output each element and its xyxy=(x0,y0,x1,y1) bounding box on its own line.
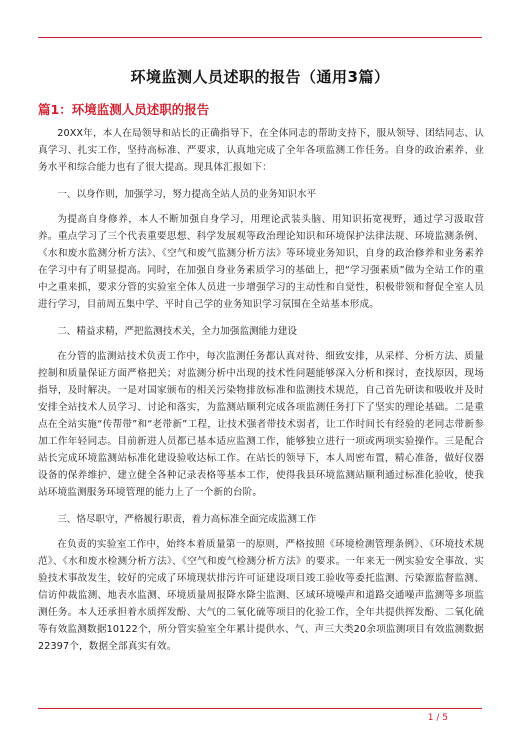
subsection-heading-3: 三、恪尽职守，严格履行职责，着力高标准全面完成监测工作 xyxy=(57,514,317,525)
header-rule xyxy=(38,37,482,38)
subsection-paragraph-2: 在分管的监测站技术负责工作中，每次监测任务都认真对待、细致安排，从采样、分析方法、质量控制和质量保证方面严格把关；对监测分析中出现的技术性问题能够深入分析和探讨，查找原因，现场指导，及时解决。一是对国家颁布的相关污染物排放标准和监测技术规范，自己首先研读和吸收并及时安排全站技术人员学习、讨论和落实，为监测站顺利完成各项监测任务打下了坚实的理论基础。二是重点在全站实施“传帮带”和“老带新”工程，让技术强者带技术弱者，让工作时间长有经验的老同志带新参加工作年轻同志。目前新进人员都已基本适应监测工作，能够独立进行一项或两项实验操作。三是配合站长完成环境监测站标准化建设验收达标工作。在站长的领导下，本人周密布置，精心准备，做好仪器设备的保养维护、建立健全各种记录表格等基本工作，使得我县环境监测站顺利通过标准化验收，使我站环境监测服务环境管理的能力上了一个新的台阶。 xyxy=(38,351,484,498)
document-title: 环境监测人员述职的报告（通用3篇） xyxy=(130,68,390,86)
subsection-heading-2: 二、精益求精，严把监测技术关，全力加强监测能力建设 xyxy=(57,326,298,337)
subsection-heading-1: 一、以身作则，加强学习，努力提高全站人员的业务知识水平 xyxy=(57,189,317,200)
section-heading: 篇1：环境监测人员述职的报告 xyxy=(38,102,210,117)
page-indicator: 1 / 5 xyxy=(427,713,448,723)
document-body xyxy=(38,125,484,655)
intro-paragraph: 20XX年，本人在局领导和站长的正确指导下，在全体同志的帮助支持下，服从领导、团结同志、认真学习、扎实工作，坚持高标准、严要求，认真地完成了全年各项监测工作任务。自身的政治素养、业务水平和综合能力也有了很大提高。现具体汇报如下： xyxy=(38,128,484,173)
subsection-paragraph-3: 在负责的实验室工作中，始终本着质量第一的原则，严格按照《环境检测管理条例》、《环境技术规范》、《水和废水检测分析方法》、《空气和废气检测分析方法》的要求。一年来无一例实验安全事故、实验技术事故发生，较好的完成了环境现状排污许可证建设项目竣工验收等委托监测、污染源监督监测、信访仲裁监测、地表水监测、环境质量周报降水降尘监测、区域环境噪声和道路交通噪声监测等多项监测任务。本人还承担着水质挥发酚、大气的二氧化硫等项目的化验工作，全年共提供挥发酚、二氧化硫等有效监测数据10122个，所分管实验室全年累计提供水、气、声三大类20余项监测项目有效监测数据22397个，数据全部真实有效。 xyxy=(38,539,484,652)
subsection-paragraph-1: 为提高自身修养，本人不断加强自身学习，用理论武装头脑、用知识拓宽视野，通过学习汲取营养。重点学习了三个代表重要思想、科学发展观等政治理论知识和环境保护法律法规、环境监测条例、《水和废水监测分析方法》、《空气和废气监测分析方法》等环境业务知识，自身的政治修养和业务素养在学习中有了明显提高。同时，在加强自身业务素质学习的基础上，把“学习强素质”做为全站工作的重中之重来抓，要求分管的实验室全体人员进一步增强学习的主动性和自觉性，积极带领和督促全室人员进行学习，目前周五集中学、平时自己学的业务知识学习氛围在全站基本形成。 xyxy=(38,214,484,310)
footer-rule xyxy=(38,708,482,709)
